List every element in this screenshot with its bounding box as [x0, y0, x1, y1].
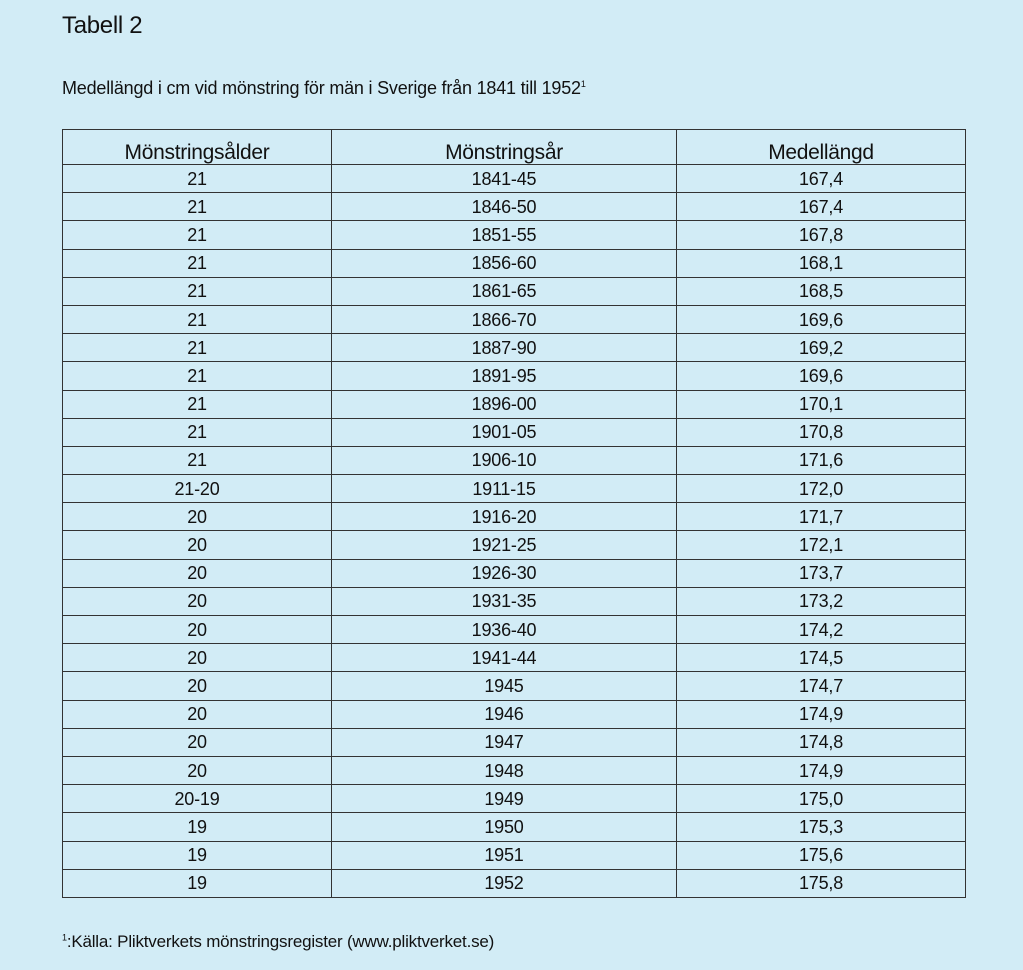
cell-height: 167,4: [677, 165, 966, 193]
table-subtitle: [62, 78, 586, 99]
cell-age: 21: [63, 446, 332, 474]
cell-year: 1951: [332, 841, 677, 869]
cell-age: 19: [63, 813, 332, 841]
cell-height: 174,9: [677, 756, 966, 784]
cell-year: 1948: [332, 756, 677, 784]
cell-year: 1846-50: [332, 193, 677, 221]
table-row: [63, 249, 966, 277]
cell-age: 21: [63, 221, 332, 249]
cell-height: 171,7: [677, 503, 966, 531]
cell-height: 170,1: [677, 390, 966, 418]
cell-height: 168,1: [677, 249, 966, 277]
table-row: [63, 221, 966, 249]
table-row: [63, 841, 966, 869]
cell-age: 20: [63, 531, 332, 559]
cell-age: 20: [63, 644, 332, 672]
subtitle-footnote-marker: 1: [580, 79, 586, 89]
cell-height: 173,2: [677, 587, 966, 615]
table-row: [63, 644, 966, 672]
table-row: [63, 362, 966, 390]
cell-height: 174,9: [677, 700, 966, 728]
table-title: Tabell 2: [62, 12, 143, 39]
cell-year: 1926-30: [332, 559, 677, 587]
cell-age: 21: [63, 193, 332, 221]
cell-year: 1866-70: [332, 305, 677, 333]
header-cell-year: Mönstringsår: [332, 130, 677, 165]
cell-year: 1891-95: [332, 362, 677, 390]
footnote-text: :Källa: Pliktverkets mönstringsregister (www.pliktverket.se): [66, 932, 495, 951]
cell-height: 175,3: [677, 813, 966, 841]
cell-age: 21: [63, 418, 332, 446]
cell-height: 174,7: [677, 672, 966, 700]
cell-year: 1950: [332, 813, 677, 841]
cell-age: 21: [63, 390, 332, 418]
cell-year: 1851-55: [332, 221, 677, 249]
cell-height: 175,0: [677, 785, 966, 813]
table-row: [63, 277, 966, 305]
cell-height: 167,4: [677, 193, 966, 221]
cell-height: 168,5: [677, 277, 966, 305]
cell-age: 20: [63, 587, 332, 615]
cell-year: 1947: [332, 728, 677, 756]
cell-year: 1841-45: [332, 165, 677, 193]
cell-year: 1946: [332, 700, 677, 728]
table-body: [63, 165, 966, 898]
table-row: [63, 672, 966, 700]
cell-height: 172,1: [677, 531, 966, 559]
table-row: [63, 390, 966, 418]
cell-age: 20: [63, 756, 332, 784]
table-row: [63, 869, 966, 897]
height-table: [62, 129, 966, 898]
table-row: [63, 475, 966, 503]
cell-height: 169,6: [677, 362, 966, 390]
cell-age: 21: [63, 249, 332, 277]
table-row: [63, 305, 966, 333]
cell-age: 19: [63, 869, 332, 897]
header-row: [63, 130, 966, 165]
table-row: [63, 531, 966, 559]
table-row: [63, 334, 966, 362]
cell-year: 1941-44: [332, 644, 677, 672]
cell-height: 169,2: [677, 334, 966, 362]
cell-year: 1949: [332, 785, 677, 813]
cell-height: 169,6: [677, 305, 966, 333]
cell-year: 1901-05: [332, 418, 677, 446]
cell-age: 20: [63, 616, 332, 644]
cell-year: 1945: [332, 672, 677, 700]
cell-year: 1887-90: [332, 334, 677, 362]
cell-height: 173,7: [677, 559, 966, 587]
cell-age: 20: [63, 672, 332, 700]
cell-age: 21: [63, 334, 332, 362]
footnote: [62, 932, 494, 952]
cell-age: 21: [63, 305, 332, 333]
table-row: [63, 813, 966, 841]
footnote-marker: 1: [62, 932, 67, 943]
cell-year: 1911-15: [332, 475, 677, 503]
cell-year: 1936-40: [332, 616, 677, 644]
cell-age: 21: [63, 277, 332, 305]
cell-year: 1856-60: [332, 249, 677, 277]
cell-year: 1921-25: [332, 531, 677, 559]
cell-year: 1952: [332, 869, 677, 897]
table-row: [63, 193, 966, 221]
cell-age: 21: [63, 362, 332, 390]
table-row: [63, 700, 966, 728]
cell-year: 1861-65: [332, 277, 677, 305]
cell-height: 175,6: [677, 841, 966, 869]
cell-height: 174,2: [677, 616, 966, 644]
cell-age: 21: [63, 165, 332, 193]
table-row: [63, 756, 966, 784]
cell-age: 19: [63, 841, 332, 869]
table-row: [63, 785, 966, 813]
cell-year: 1896-00: [332, 390, 677, 418]
cell-year: 1916-20: [332, 503, 677, 531]
header-cell-age: Mönstringsålder: [63, 130, 332, 165]
cell-year: 1906-10: [332, 446, 677, 474]
cell-age: 20: [63, 559, 332, 587]
cell-height: 175,8: [677, 869, 966, 897]
cell-height: 172,0: [677, 475, 966, 503]
cell-age: 20-19: [63, 785, 332, 813]
table-row: [63, 503, 966, 531]
table-row: [63, 165, 966, 193]
header-cell-height: Medellängd: [677, 130, 966, 165]
table-row: [63, 418, 966, 446]
cell-height: 167,8: [677, 221, 966, 249]
table-row: [63, 446, 966, 474]
cell-year: 1931-35: [332, 587, 677, 615]
cell-age: 20: [63, 728, 332, 756]
table-row: [63, 587, 966, 615]
cell-height: 174,5: [677, 644, 966, 672]
cell-height: 171,6: [677, 446, 966, 474]
cell-height: 170,8: [677, 418, 966, 446]
table-row: [63, 728, 966, 756]
cell-age: 20: [63, 503, 332, 531]
table-row: [63, 559, 966, 587]
cell-height: 174,8: [677, 728, 966, 756]
cell-age: 20: [63, 700, 332, 728]
cell-age: 21-20: [63, 475, 332, 503]
subtitle-text: Medellängd i cm vid mönstring för män i Sverige från 1841 till 1952: [62, 78, 581, 98]
table-row: [63, 616, 966, 644]
